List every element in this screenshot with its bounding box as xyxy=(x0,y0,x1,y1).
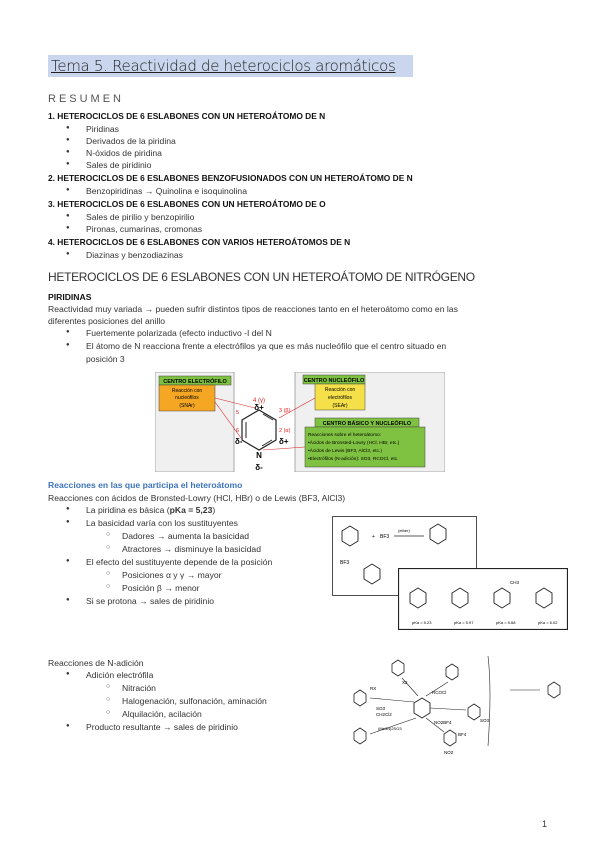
ring-label: N xyxy=(256,451,262,460)
list-item: ○ Dadores → aumenta la basicidad xyxy=(122,531,249,541)
pka-label: pKa = 6.02 xyxy=(538,620,558,625)
pka-label: pKa = 5.97 xyxy=(454,620,474,625)
list-item: ○ Atractores → disminuye la basicidad xyxy=(122,544,261,554)
scheme-label: SO3 xyxy=(480,718,490,723)
electrophile-text: nucleófilos xyxy=(175,395,199,401)
pka-comparison-box xyxy=(398,568,568,630)
list-item: ● Sales de pirilio y benzopirilio xyxy=(86,212,194,222)
summary-heading-2: 2. HETEROCICLOS DE 6 ESLABONES BENZOFUSIONADOS CON UN HETEROÁTOMO DE N xyxy=(48,173,413,183)
ring-label: δ- xyxy=(255,463,263,472)
bf3-plus: + xyxy=(372,534,375,540)
basic-title: CENTRO BÁSICO Y NUCLEÓFILO xyxy=(322,421,412,427)
nadicion-line: Reacciones de N-adición xyxy=(48,658,144,668)
list-item: ● Pironas, cumarinas, cromonas xyxy=(86,224,202,234)
scheme-label: NO2 xyxy=(444,750,454,755)
piridinas-heading: PIRIDINAS xyxy=(48,292,92,302)
list-item: ● Piridinas xyxy=(86,124,119,134)
ring-label: 3 (β) xyxy=(279,408,291,414)
piridinas-intro-2: diferentes posiciones del anillo xyxy=(48,316,166,326)
list-item: ● El átomo de N reacciona frente a electrófilos ya que es más nucleófilo que el centro situado en xyxy=(86,341,446,351)
basic-text: •Ácidos de Bronsted-Lowry (HCl, HBr, etc.) xyxy=(308,441,400,446)
electrophile-text: (SNAr) xyxy=(179,403,195,409)
list-item: ● N-óxidos de piridina xyxy=(86,148,162,158)
nucleophile-text: electrófilos xyxy=(328,395,352,401)
list-item: ○ Posición β → menor xyxy=(122,583,200,593)
summary-heading-1: 1. HETEROCICLOS DE 6 ESLABONES CON UN HETEROÁTOMO DE N xyxy=(48,111,326,121)
nucleophile-title: CENTRO NUCLEÓFILO xyxy=(303,378,365,384)
ring-label: 6 xyxy=(236,428,240,434)
ring-label: 4 (γ) xyxy=(253,398,265,404)
list-item: ● Derivados de la piridina xyxy=(86,136,176,146)
scheme-label: SO3 xyxy=(376,706,386,711)
hetero-line: Reacciones con ácidos de Bronsted-Lowry (HCl, HBr) o de Lewis (BF3, AlCl3) xyxy=(48,493,346,503)
list-item: ○ Nitración xyxy=(122,683,156,693)
ring-label: δ+ xyxy=(279,437,289,446)
list-item: ● La piridina es básica (pKa = 5,23) xyxy=(86,505,215,515)
list-item: ● Benzopiridinas → Quinolina e isoquinolina xyxy=(86,186,247,196)
pka-label: pKa = 5.23 xyxy=(412,620,432,625)
piridinas-intro-1: Reactividad muy variada → pueden sufrir distintos tipos de reacciones tanto en el heteroátomo como en las xyxy=(48,304,458,314)
list-item: ● Adición electrófila xyxy=(86,670,153,680)
list-item: ● Si se protona → sales de piridinio xyxy=(86,596,214,606)
electrophile-title: CENTRO ELECTRÓFILO xyxy=(163,379,227,385)
scheme-label: X2 xyxy=(402,680,408,685)
bf3-label: BF3 xyxy=(340,560,350,566)
summary-heading-4: 4. HETEROCICLOS DE 6 ESLABONES CON VARIOS HETEROÁTOMOS DE N xyxy=(48,237,351,247)
basic-text: •Electrófilos (N-adición): SO3, RCOCl, etc. xyxy=(308,457,399,462)
bf3-solvent: (ether) xyxy=(398,528,410,533)
nucleophile-text: (SEAr) xyxy=(332,403,348,409)
nucleophile-text: Reacción con xyxy=(324,387,356,393)
pka-label: pKa = 5.68 xyxy=(496,620,516,625)
pyridine-reactivity-diagram xyxy=(155,372,445,472)
page-number: 1 xyxy=(542,819,548,829)
page-title: Tema 5. Reactividad de heterociclos aromáticos xyxy=(48,55,413,77)
scheme-label: BF4 xyxy=(458,732,467,737)
methyl-label: CH3 xyxy=(510,580,520,585)
section-title: HETEROCICLOS DE 6 ESLABONES CON UN HETEROÁTOMO DE NITRÓGENO xyxy=(48,270,475,284)
ring-label: 2 (α) xyxy=(279,428,291,434)
scheme-label: CH2Cl2 xyxy=(376,712,392,717)
scheme-label: NO2BF4 xyxy=(434,720,452,725)
list-item: ● El efecto del sustituyente depende de la posición xyxy=(86,557,272,567)
basic-text: •Ácidos de Lewis (BF3, AlCl3, etc.) xyxy=(308,449,382,454)
bf3-reagent: BF3 xyxy=(380,534,390,540)
list-item: ● La basicidad varía con los sustituyentes xyxy=(86,518,238,528)
hetero-heading: Reacciones en las que participa el heteroátomo xyxy=(48,480,243,490)
list-item: ● Producto resultante → sales de piridinio xyxy=(86,722,238,732)
resumen-label: RESUMEN xyxy=(48,93,125,105)
basic-text: Reacciones sobre el heteroátomo: xyxy=(308,433,382,438)
list-item: ○ Posiciones α y γ → mayor xyxy=(122,570,222,580)
electrophile-text: Reacción con xyxy=(171,388,203,394)
scheme-label: RX xyxy=(370,686,377,691)
list-item: ● Fuertemente polarizada (efecto inductivo -I del N xyxy=(86,328,272,338)
list-item: ● Sales de piridinio xyxy=(86,160,151,170)
summary-heading-3: 3. HETEROCICLOS DE 6 ESLABONES CON UN HETEROÁTOMO DE O xyxy=(48,199,326,209)
list-item: ○ Halogenación, sulfonación, aminación xyxy=(122,696,267,706)
ring-label: δ+ xyxy=(254,403,264,412)
piridinas-bullet2-cont: posición 3 xyxy=(86,354,125,364)
scheme-label: RCOCl xyxy=(432,690,447,695)
scheme-label: (Me3N)2SO3 xyxy=(378,726,402,731)
n-addition-scheme xyxy=(330,650,578,760)
list-item: ● Diazinas y benzodiazinas xyxy=(86,250,183,260)
ring-label: δ- xyxy=(235,437,243,446)
list-item: ○ Alquilación, acilación xyxy=(122,709,202,719)
ring-label: 5 xyxy=(236,410,240,416)
